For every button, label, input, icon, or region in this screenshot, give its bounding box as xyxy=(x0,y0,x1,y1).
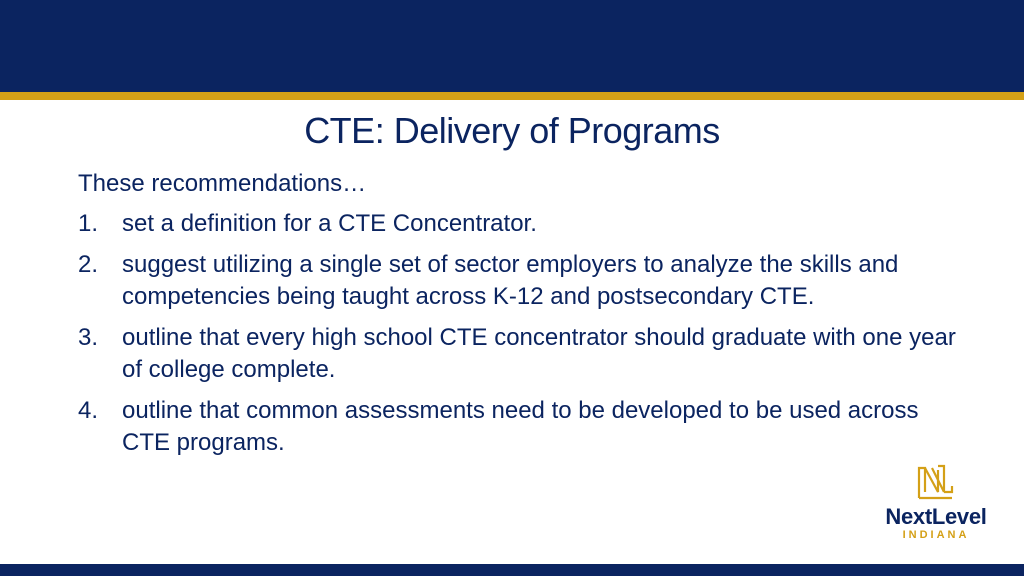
nl-monogram-icon xyxy=(916,462,954,502)
intro-text: These recommendations… xyxy=(78,170,367,197)
footer-band xyxy=(0,564,1024,576)
logo-wordmark: NextLevel xyxy=(885,504,987,529)
logo-subtitle: INDIANA xyxy=(902,529,970,541)
header-accent-stripe xyxy=(0,92,1024,100)
list-item xyxy=(78,208,968,240)
item-text: set a definition for a CTE Concentrator. xyxy=(122,210,537,237)
recommendation-list xyxy=(78,208,968,459)
item-number: 3. xyxy=(78,324,99,351)
nextlevel-indiana-logo xyxy=(866,462,1006,546)
item-text: outline that common assessments need to be developed to be used across CTE programs. xyxy=(122,397,919,456)
list-item xyxy=(78,322,968,386)
item-number: 4. xyxy=(78,397,99,424)
item-number: 2. xyxy=(78,251,99,278)
list-item xyxy=(78,395,968,459)
slide-body xyxy=(78,168,968,468)
header-band xyxy=(0,0,1024,92)
slide-title: CTE: Delivery of Programs xyxy=(304,110,720,151)
item-text: suggest utilizing a single set of sector employers to analyze the skills and competencies being taught across K-12 and postsecondary CTE. xyxy=(122,251,899,310)
item-number: 1. xyxy=(78,210,99,237)
item-text: outline that every high school CTE concentrator should graduate with one year of college complete. xyxy=(122,324,956,383)
list-item xyxy=(78,249,968,313)
